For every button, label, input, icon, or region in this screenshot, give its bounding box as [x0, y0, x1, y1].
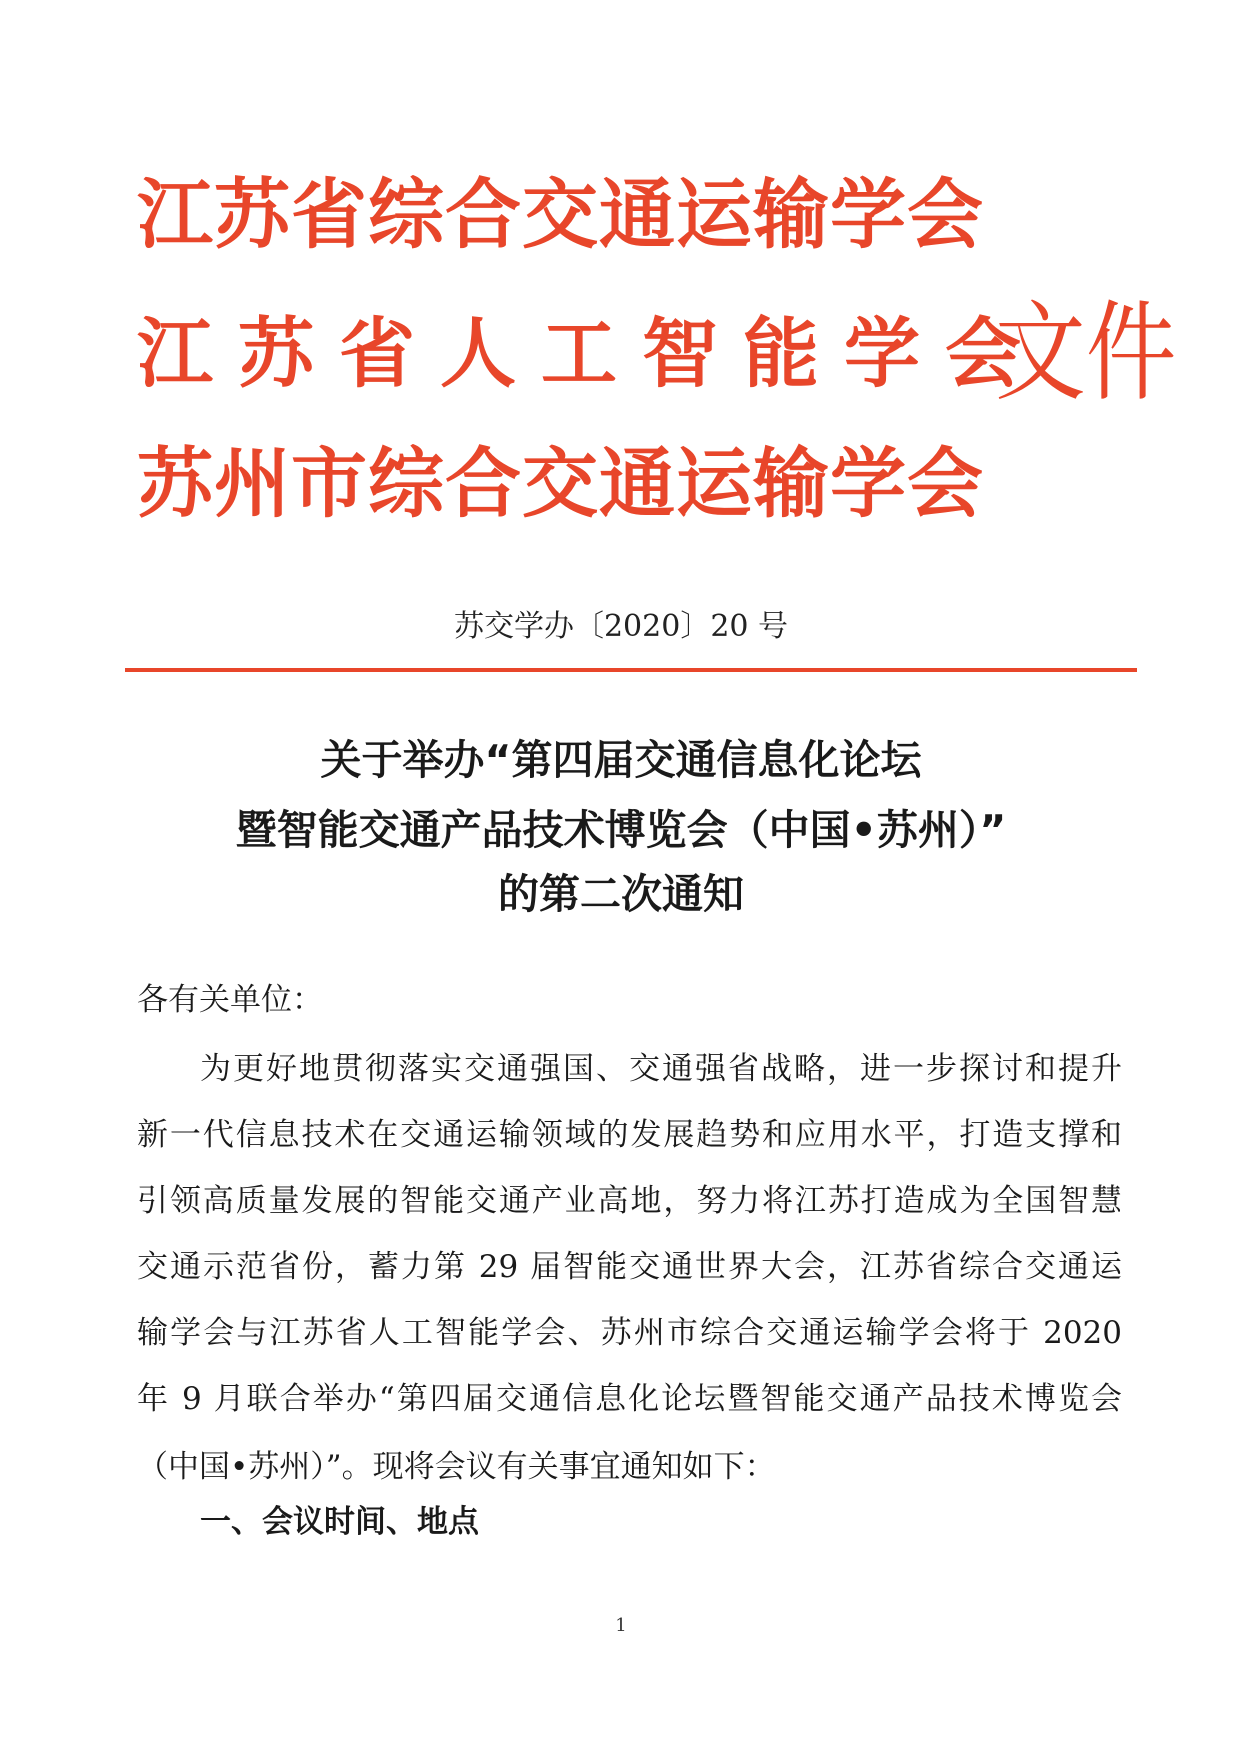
- issuer-name-3: 苏州市综合交通运输学会: [137, 439, 984, 528]
- document-type-label: 文件: [995, 291, 1177, 416]
- body-line-6: 年 9 月联合举办“第四届交通信息化论坛暨智能交通产品技术博览会: [137, 1381, 1122, 1417]
- body-line-1: 为更好地贯彻落实交通强国、交通强省战略，进一步探讨和提升: [200, 1051, 1122, 1087]
- title-line-1: 关于举办“第四届交通信息化论坛: [320, 736, 922, 784]
- body-line-5: 输学会与江苏省人工智能学会、苏州市综合交通运输学会将于 2020: [137, 1315, 1122, 1351]
- body-line-7: （中国•苏州）”。现将会议有关事宜通知如下：: [137, 1449, 776, 1485]
- issuer-name-1: 江苏省综合交通运输学会: [137, 170, 984, 259]
- body-line-2: 新一代信息技术在交通运输领域的发展趋势和应用水平，打造支撑和: [137, 1117, 1122, 1153]
- issuer-name-2: 江苏省人工智能学会: [137, 309, 1046, 398]
- page-number: 1: [615, 1615, 627, 1636]
- document-number: 苏交学办〔2020〕20 号: [453, 609, 789, 644]
- section-heading: 一、会议时间、地点: [200, 1504, 479, 1540]
- salutation: 各有关单位：: [137, 982, 323, 1018]
- title-line-2: 暨智能交通产品技术博览会（中国•苏州）”: [235, 806, 1007, 854]
- red-divider-line: [125, 668, 1137, 672]
- body-line-4: 交通示范省份，蓄力第 29 届智能交通世界大会，江苏省综合交通运: [137, 1249, 1122, 1285]
- body-line-3: 引领高质量发展的智能交通产业高地，努力将江苏打造成为全国智慧: [137, 1183, 1122, 1219]
- title-line-3: 的第二次通知: [498, 870, 744, 918]
